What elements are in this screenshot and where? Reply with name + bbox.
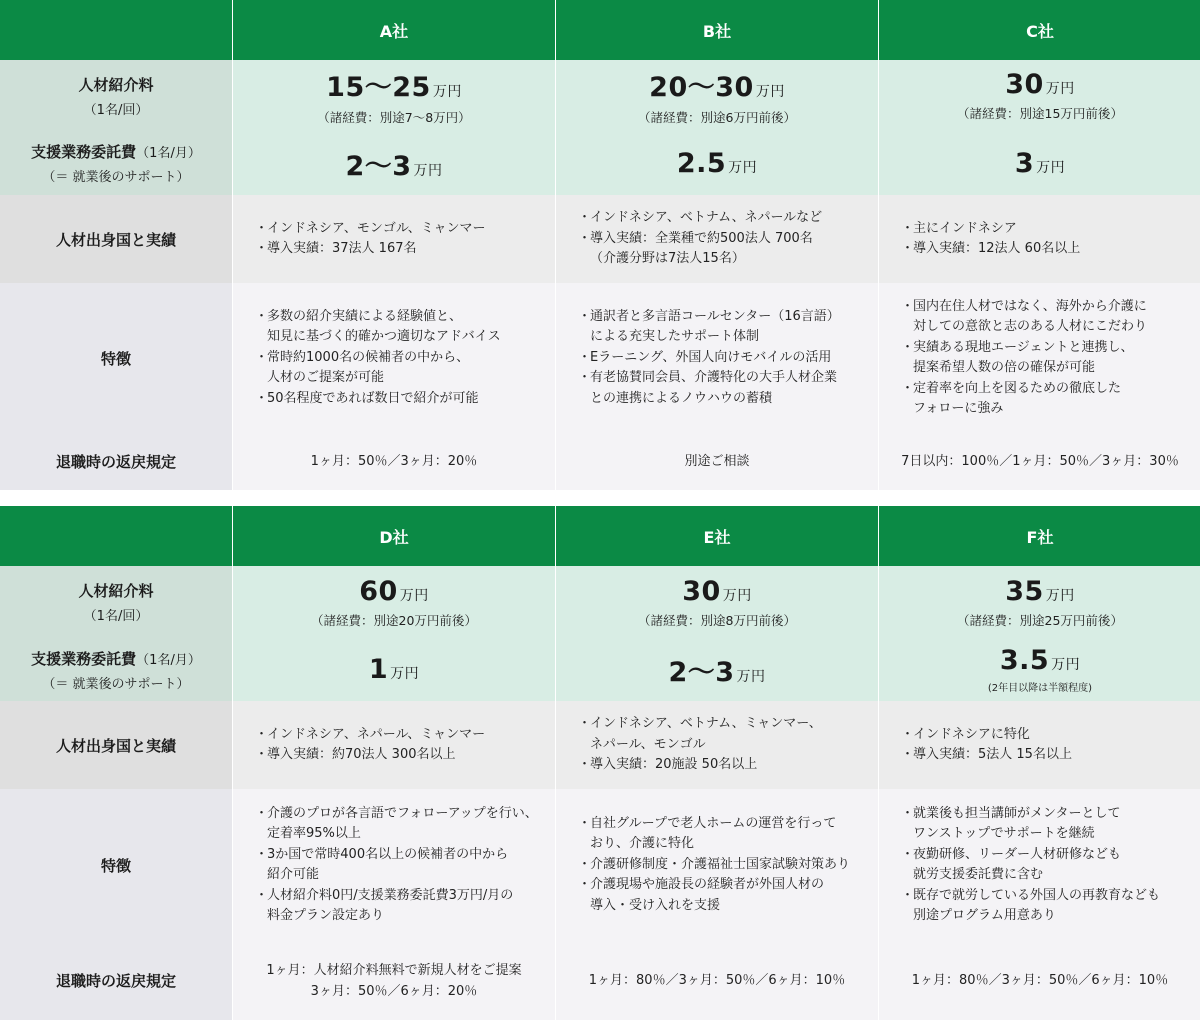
bullet-list xyxy=(901,725,1072,766)
refund-cell xyxy=(233,433,555,490)
row-label-refund xyxy=(0,433,232,490)
bullet-item: ・ 3か国で常時400名以上の候補者の中から xyxy=(255,845,538,866)
fee-note: （諸経費：別途25万円前後） xyxy=(957,612,1123,628)
header-corner xyxy=(0,0,232,60)
fee-value: 35 xyxy=(1005,575,1044,607)
origin-cell xyxy=(879,195,1200,283)
bullet-item: ・ 常時約1000名の候補者の中から、 xyxy=(255,348,501,369)
label-text: 支援業務委託費 xyxy=(31,649,137,668)
bullet-list xyxy=(255,725,485,766)
bullet-item: ・ 介護のプロが各言語でフォローアップを行い、 xyxy=(255,804,538,825)
fee-amount xyxy=(359,576,429,607)
bullet-item: ・ 通訳者と多言語コールセンター（16言語） xyxy=(578,307,840,328)
support-value: 1 xyxy=(368,654,389,685)
bullet-continuation: 就労支援委託費に含む xyxy=(913,867,1044,882)
bullet-item: ・ インドネシアに特化 xyxy=(901,725,1072,746)
origin-cell xyxy=(879,701,1200,789)
support-value: 3 xyxy=(1014,147,1035,179)
features-cell xyxy=(233,789,555,941)
support-cell xyxy=(233,638,555,701)
label-text: 人材出身国と実績 xyxy=(55,230,176,249)
refund-line: 3ヶ月：50％／6ヶ月：20％ xyxy=(310,983,478,999)
origin-cell xyxy=(233,701,555,789)
bullet-continuation: 導入・受け入れを支援 xyxy=(590,897,721,913)
bullet-item: ・ 介護現場や施設長の経験者が外国人材の xyxy=(578,875,850,896)
bullet-item: ・ 導入実績：全業種で約500法人 700名 xyxy=(578,229,822,250)
bullet-continuation: による充実したサポート体制 xyxy=(590,329,760,345)
bullet-list xyxy=(578,208,822,270)
refund-line: 1ヶ月：80％／3ヶ月：50％／6ヶ月：10％ xyxy=(911,973,1169,988)
support-amount xyxy=(1015,148,1065,179)
label-text: 退職時の返戻規定 xyxy=(55,972,176,990)
features-cell xyxy=(879,283,1200,433)
support-cell xyxy=(556,638,878,701)
support-value: 2〜3 xyxy=(668,657,735,688)
row-label-features xyxy=(0,789,232,941)
bullet-continuation: 料金プラン設定あり xyxy=(267,908,385,923)
bullet-item: ・ インドネシア、ネパール、ミャンマー xyxy=(255,725,485,746)
bullet-item: ・ Eラーニング、外国人向けモバイルの活用 xyxy=(578,348,840,369)
bullet-item: ・ 人材紹介料0円/支援業務委託費3万円/月の xyxy=(255,886,538,907)
unit-label: 万円 xyxy=(728,159,758,176)
refund-line: 1ヶ月：50％／3ヶ月：20％ xyxy=(310,454,478,469)
bullet-continuation: 提案希望人数の倍の確保が可能 xyxy=(913,360,1096,375)
fee-amount xyxy=(1005,69,1075,100)
support-cell xyxy=(879,638,1200,701)
bullet-item: ・ 多数の紹介実績による経験値と、 xyxy=(255,307,501,328)
label-subtext: （＝ 就業後のサポート） xyxy=(42,676,190,692)
bullet-list xyxy=(255,804,538,927)
unit-label: 万円 xyxy=(1045,587,1075,604)
support-amount xyxy=(677,148,757,179)
label-subtext: （1名/回） xyxy=(83,609,149,624)
fee-cell xyxy=(556,566,878,638)
company-header: F社 xyxy=(879,506,1200,566)
company-header: E社 xyxy=(556,506,878,566)
fee-cell xyxy=(233,566,555,638)
fee-note: （諸経費：別途8万円前後） xyxy=(638,612,796,628)
bullet-item: ・ 自社グループで老人ホームの運営を行って xyxy=(578,814,850,835)
fee-amount xyxy=(682,576,752,607)
bullet-continuation: 知見に基づく的確かつ適切なアドバイス xyxy=(267,329,501,345)
unit-label: 万円 xyxy=(390,666,420,682)
origin-cell xyxy=(233,195,555,283)
bullet-continuation: 人材のご提案が可能 xyxy=(267,370,385,386)
company-header: C社 xyxy=(879,0,1200,60)
label-text: 人材紹介料 xyxy=(78,75,154,94)
row-label-support xyxy=(0,638,232,701)
support-amount xyxy=(369,654,419,685)
support-amount xyxy=(1000,645,1080,676)
refund-cell xyxy=(233,941,555,1020)
bullet-item: ・ インドネシア、モンゴル、ミャンマー xyxy=(255,219,486,240)
support-cell xyxy=(233,131,555,195)
bullet-item: ・ 導入実績：37法人 167名 xyxy=(255,239,486,260)
fee-cell xyxy=(879,566,1200,638)
support-cell xyxy=(556,131,878,195)
bullet-continuation: との連携によるノウハウの蓄積 xyxy=(590,390,773,406)
bullet-item: ・ 有老協賛同会員、介護特化の大手人材企業 xyxy=(578,368,840,389)
bullet-continuation: 対しての意欲と志のある人材にこだわり xyxy=(913,319,1148,334)
fee-note: （諸経費：別途6万円前後） xyxy=(638,110,796,125)
bullet-continuation: 定着率95%以上 xyxy=(267,826,361,841)
refund-cell xyxy=(879,433,1200,490)
bullet-item: ・ 50名程度であれば数日で紹介が可能 xyxy=(255,389,501,410)
bullet-list xyxy=(578,814,850,917)
unit-label: 万円 xyxy=(1045,81,1075,97)
bullet-continuation: ネパール、モンゴル xyxy=(590,736,706,752)
refund-line: 7日以内：100％／1ヶ月：50％／3ヶ月：30％ xyxy=(901,454,1179,469)
fee-note: （諸経費：別途7〜8万円） xyxy=(317,110,471,125)
support-value: 3.5 xyxy=(999,645,1050,676)
label-inline: （1名/月） xyxy=(136,146,201,161)
refund-line: 別途ご相談 xyxy=(684,454,750,469)
support-value: 2〜3 xyxy=(345,150,412,182)
bullet-list xyxy=(255,219,486,260)
bullet-continuation: 別途プログラム用意あり xyxy=(913,908,1056,923)
unit-label: 万円 xyxy=(1036,159,1066,176)
company-header: D社 xyxy=(233,506,555,566)
support-note: (2年目以降は半額程度) xyxy=(987,683,1093,694)
unit-label: 万円 xyxy=(722,587,752,604)
bullet-list xyxy=(901,297,1147,420)
label-text: 特徴 xyxy=(100,349,131,368)
bullet-item: ・ 定着率を向上を図るための徹底した xyxy=(901,379,1147,400)
bullet-item: ・ 導入実績：約70法人 300名以上 xyxy=(255,745,485,766)
bullet-list xyxy=(578,307,840,410)
row-label-support xyxy=(0,131,232,195)
bullet-list xyxy=(578,714,822,776)
table-gap xyxy=(0,490,1200,506)
refund-cell xyxy=(556,941,878,1020)
unit-label: 万円 xyxy=(1051,657,1081,673)
bullet-continuation: 紹介可能 xyxy=(267,867,320,882)
features-cell xyxy=(879,789,1200,941)
header-corner xyxy=(0,506,232,566)
bullet-item: ・ 夜勤研修、リーダー人材研修なども xyxy=(901,845,1160,866)
fee-value: 60 xyxy=(359,575,398,607)
fee-note: （諸経費：別途20万円前後） xyxy=(311,612,477,628)
bullet-continuation: （介護分野は7法人15名） xyxy=(590,251,745,267)
row-label-fee xyxy=(0,566,232,638)
fee-amount xyxy=(326,65,462,104)
row-label-features xyxy=(0,283,232,433)
label-text: 特徴 xyxy=(100,856,131,875)
label-subtext: （＝ 就業後のサポート） xyxy=(42,170,190,185)
refund-line: 1ヶ月：人材紹介料無料で新規人材をご提案 xyxy=(266,962,522,978)
unit-label: 万円 xyxy=(755,84,785,100)
row-label-refund xyxy=(0,941,232,1020)
fee-value: 30 xyxy=(682,575,721,607)
label-text: 人材出身国と実績 xyxy=(55,736,176,755)
features-cell xyxy=(556,789,878,941)
label-line xyxy=(31,648,201,669)
fee-cell xyxy=(556,60,878,131)
unit-label: 万円 xyxy=(399,587,429,604)
bullet-continuation: おり、介護に特化 xyxy=(590,836,695,852)
fee-note: （諸経費：別途15万円前後） xyxy=(957,106,1123,121)
support-value: 2.5 xyxy=(676,147,727,179)
fee-value: 15〜25 xyxy=(326,72,431,103)
bullet-continuation: ワンストップでサポートを継続 xyxy=(913,826,1095,841)
bullet-item: ・ 主にインドネシア xyxy=(901,219,1080,240)
features-cell xyxy=(233,283,555,433)
fee-amount xyxy=(1005,576,1075,607)
support-amount xyxy=(668,650,765,689)
fee-cell xyxy=(879,60,1200,131)
refund-cell xyxy=(879,941,1200,1020)
support-amount xyxy=(345,144,442,183)
comparison-table-1 xyxy=(0,0,1200,490)
company-header: B社 xyxy=(556,0,878,60)
bullet-list xyxy=(901,219,1080,260)
row-label-fee xyxy=(0,60,232,131)
bullet-item: ・ 実績ある現地エージェントと連携し、 xyxy=(901,338,1147,359)
fee-value: 20〜30 xyxy=(649,72,754,103)
bullet-item: ・ インドネシア、ベトナム、ネパールなど xyxy=(578,208,822,229)
company-header: A社 xyxy=(233,0,555,60)
bullet-item: ・ 導入実績：12法人 60名以上 xyxy=(901,239,1080,260)
label-subtext: （1名/回） xyxy=(83,102,149,118)
bullet-item: ・ 既存で就労している外国人の再教育なども xyxy=(901,886,1160,907)
unit-label: 万円 xyxy=(736,669,766,685)
bullet-list xyxy=(901,804,1160,927)
row-label-origin xyxy=(0,701,232,789)
bullet-item: ・ 導入実績：20施設 50名以上 xyxy=(578,755,822,776)
label-text: 人材紹介料 xyxy=(78,582,154,600)
unit-label: 万円 xyxy=(432,84,462,100)
comparison-table-2 xyxy=(0,506,1200,1020)
bullet-item: ・ 国内在住人材ではなく、海外から介護に xyxy=(901,297,1147,318)
fee-amount xyxy=(649,65,785,104)
label-text: 支援業務委託費 xyxy=(31,143,137,161)
bullet-continuation: フォローに強み xyxy=(913,401,1004,416)
fee-cell xyxy=(233,60,555,131)
refund-line: 1ヶ月：80％／3ヶ月：50％／6ヶ月：10％ xyxy=(588,973,846,988)
bullet-item: ・ 就業後も担当講師がメンターとして xyxy=(901,804,1160,825)
label-line xyxy=(31,141,201,162)
unit-label: 万円 xyxy=(413,162,443,179)
bullet-item: ・ 導入実績：5法人 15名以上 xyxy=(901,745,1072,766)
bullet-item: ・ 介護研修制度・介護福祉士国家試験対策あり xyxy=(578,855,850,876)
bullet-item: ・ インドネシア、ベトナム、ミャンマー、 xyxy=(578,714,822,735)
fee-value: 30 xyxy=(1005,69,1044,100)
origin-cell xyxy=(556,195,878,283)
support-cell xyxy=(879,131,1200,195)
label-inline: （1名/月） xyxy=(136,652,201,668)
origin-cell xyxy=(556,701,878,789)
refund-cell xyxy=(556,433,878,490)
features-cell xyxy=(556,283,878,433)
label-text: 退職時の返戻規定 xyxy=(55,453,176,471)
row-label-origin xyxy=(0,195,232,283)
bullet-list xyxy=(255,307,501,410)
